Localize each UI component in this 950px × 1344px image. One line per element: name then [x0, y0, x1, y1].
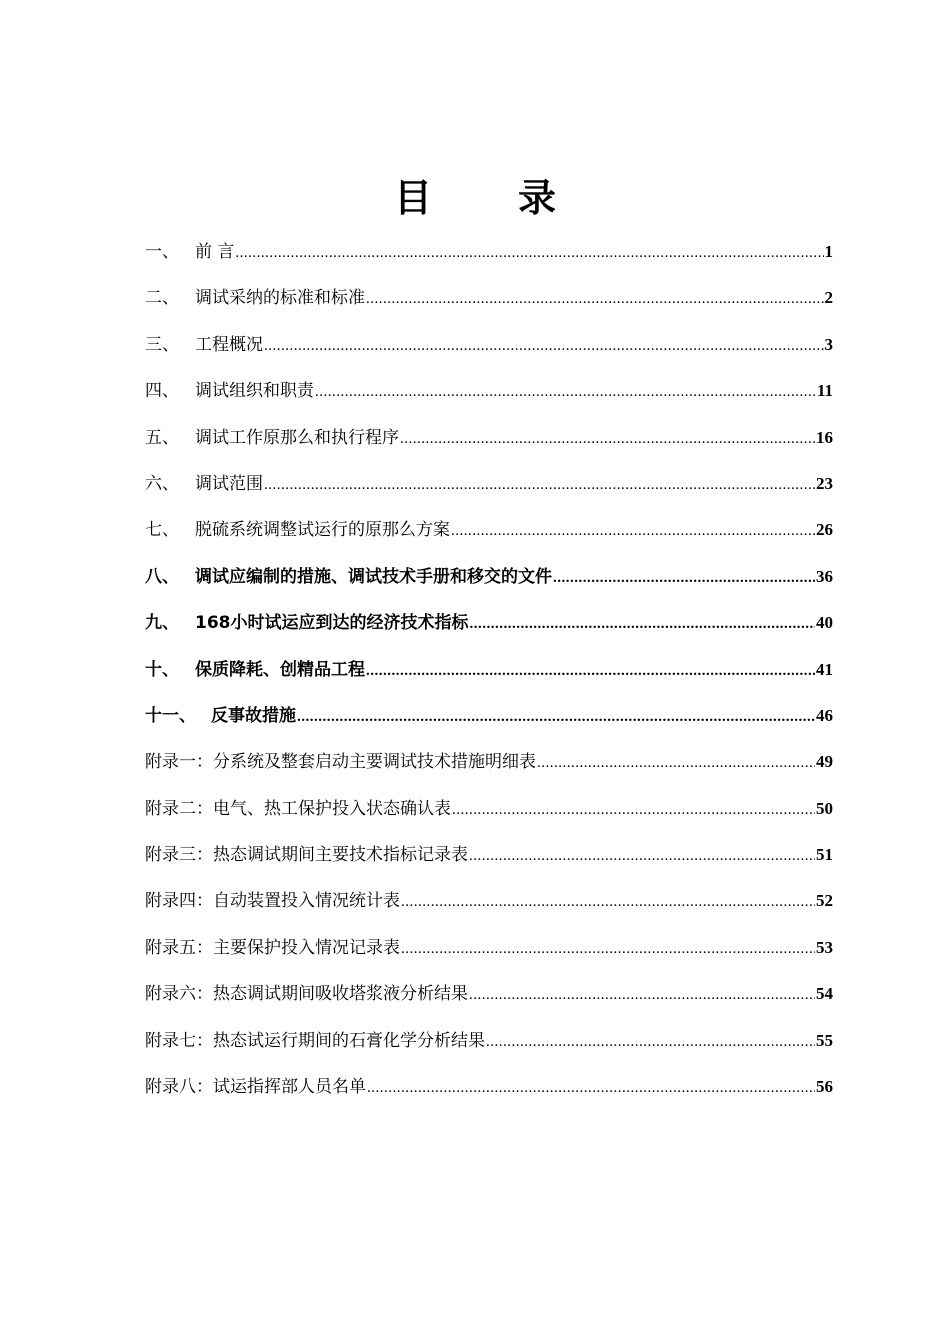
toc-page-number: 53 — [816, 937, 833, 957]
toc-leader — [315, 372, 816, 412]
toc-entry-1[interactable] — [145, 232, 833, 278]
toc-page-number: 36 — [816, 566, 833, 586]
toc-page-number: 26 — [816, 520, 833, 540]
toc-appendix-5[interactable] — [145, 928, 833, 974]
toc-page-number: 54 — [816, 984, 833, 1004]
toc-appendix-6[interactable] — [145, 974, 833, 1020]
toc-leader — [297, 697, 815, 737]
toc-number: 十一、 — [145, 705, 196, 726]
toc-label: 附录一：分系统及整套启动主要调试技术措施明细表 — [145, 752, 536, 773]
toc-label: 168小时试运应到达的经济技术指标 — [195, 613, 469, 634]
toc-appendix-2[interactable] — [145, 789, 833, 835]
toc-entry-3[interactable] — [145, 325, 833, 371]
toc-leader — [470, 604, 816, 644]
toc-label: 附录三：热态调试期间主要技术指标记录表 — [145, 845, 468, 866]
toc-label: 调试组织和职责 — [195, 381, 314, 402]
toc-appendix-8[interactable] — [145, 1067, 833, 1113]
toc-label: 调试采纳的标准和标准 — [195, 288, 365, 309]
toc-page-number: 11 — [816, 381, 833, 401]
toc-number: 八、 — [145, 566, 179, 587]
toc-leader — [452, 790, 815, 830]
toc-label: 附录七：热态试运行期间的石膏化学分析结果 — [145, 1030, 485, 1051]
toc-entry-5[interactable] — [145, 418, 833, 464]
toc-number: 四、 — [145, 381, 179, 402]
toc-number: 九、 — [145, 613, 179, 634]
toc-appendix-7[interactable] — [145, 1021, 833, 1067]
toc-leader — [486, 1022, 815, 1062]
toc-page-number: 52 — [816, 891, 833, 911]
toc-label: 保质降耗、创精品工程 — [195, 659, 365, 680]
toc-appendix-3[interactable] — [145, 835, 833, 881]
toc-page-number: 3 — [824, 334, 833, 354]
toc-entry-10[interactable] — [145, 650, 833, 696]
toc-label: 脱硫系统调整试运行的原那么方案 — [195, 520, 450, 541]
toc-entry-2[interactable] — [145, 278, 833, 324]
toc-page-number: 50 — [816, 798, 833, 818]
toc-page-number: 40 — [816, 613, 833, 633]
toc-label: 工程概况 — [195, 334, 263, 355]
title-char-2: 录 — [518, 176, 557, 220]
toc-page-number: 41 — [816, 659, 833, 679]
toc-leader — [469, 975, 815, 1015]
toc-entry-9[interactable] — [145, 603, 833, 649]
toc-page-number: 1 — [824, 242, 833, 261]
toc-page-number: 16 — [816, 427, 833, 447]
toc-page-number: 23 — [816, 473, 833, 493]
toc-leader — [366, 279, 824, 319]
toc-entry-8[interactable] — [145, 557, 833, 603]
toc-label: 附录二：电气、热工保护投入状态确认表 — [145, 798, 451, 819]
toc-leader — [401, 929, 815, 969]
toc-label: 反事故措施 — [211, 705, 296, 726]
toc-label: 附录八：试运指挥部人员名单 — [145, 1077, 366, 1098]
toc-page-number: 55 — [816, 1030, 833, 1050]
toc-number: 七、 — [145, 520, 179, 541]
toc-leader — [401, 882, 815, 922]
toc-number: 一、 — [145, 242, 179, 262]
toc-number: 五、 — [145, 427, 179, 448]
toc-entry-11[interactable] — [145, 696, 833, 742]
toc-entry-6[interactable] — [145, 464, 833, 510]
title-char-1: 目 — [393, 176, 432, 220]
toc-label: 附录四：自动装置投入情况统计表 — [145, 891, 400, 912]
toc-appendix-1[interactable] — [145, 742, 833, 788]
toc-leader — [469, 836, 815, 876]
toc-leader — [553, 558, 815, 598]
toc-number: 二、 — [145, 288, 179, 309]
toc-label: 调试应编制的措施、调试技术手册和移交的文件 — [195, 566, 552, 587]
toc-entry-4[interactable] — [145, 371, 833, 417]
toc-label: 前 言 — [195, 242, 235, 262]
toc-entry-7[interactable] — [145, 510, 833, 556]
toc-label: 调试工作原那么和执行程序 — [195, 427, 399, 448]
toc-page-number: 46 — [816, 705, 833, 725]
toc-label: 附录五：主要保护投入情况记录表 — [145, 937, 400, 958]
toc-page-number: 51 — [816, 845, 833, 865]
toc-label: 调试范围 — [195, 473, 263, 494]
page-title — [0, 172, 950, 224]
toc-leader — [400, 419, 815, 459]
toc-leader — [235, 233, 823, 273]
toc-page-number: 49 — [816, 752, 833, 772]
table-of-contents — [145, 232, 833, 1113]
toc-number: 六、 — [145, 473, 179, 494]
toc-number: 三、 — [145, 334, 179, 355]
toc-page-number: 2 — [824, 288, 833, 308]
toc-leader — [264, 326, 824, 366]
toc-label: 附录六：热态调试期间吸收塔浆液分析结果 — [145, 984, 468, 1005]
toc-leader — [264, 465, 815, 505]
toc-leader — [366, 651, 815, 691]
toc-leader — [451, 511, 815, 551]
toc-page-number: 56 — [816, 1077, 833, 1097]
toc-appendix-4[interactable] — [145, 881, 833, 927]
toc-leader — [367, 1068, 815, 1108]
toc-leader — [537, 743, 815, 783]
toc-number: 十、 — [145, 659, 179, 680]
